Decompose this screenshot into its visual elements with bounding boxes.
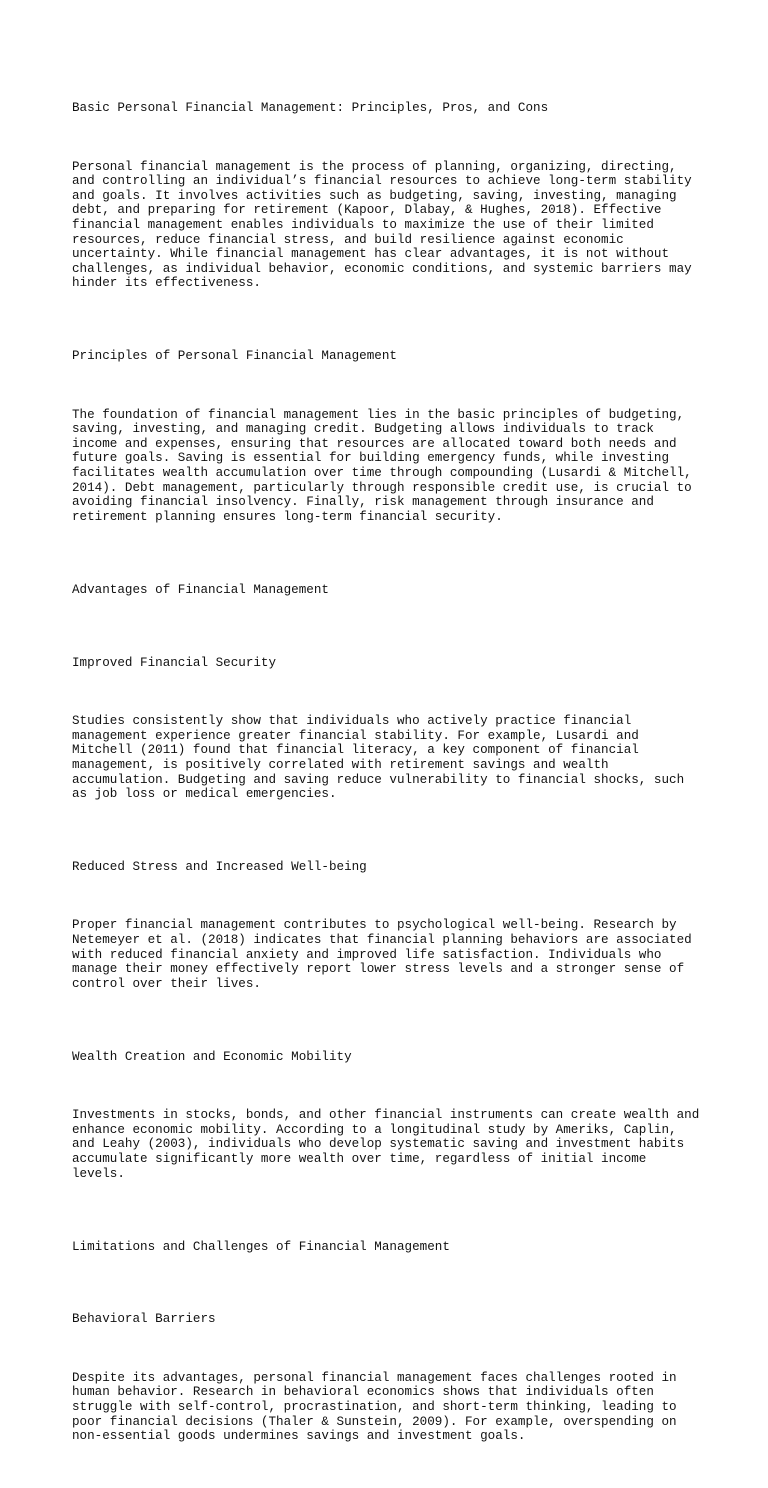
principles-paragraph: The foundation of financial management lies in the basic principles of budgeting, saving, investing, and managing credit. Budgeting allows individuals to track income and expenses, ensuring that resources are allocated toward both needs and future goals. Saving is essential for building emergency funds, while investing facilitates wealth accumulation over time through compounding (Lusardi & Mitchell, 2014). Debt management, particularly through responsible credit use, is crucial to avoiding financial insolvency. Finally, risk management through insurance and retirement planning ensures long-term financial security. [72,407,692,524]
security-paragraph: Studies consistently show that individuals who actively practice financial management experience greater financial stability. For example, Lusardi and Mitchell (2011) found that financial literacy, a key component of financial management, is positively correlated with retirement savings and wealth accumulation. Budgeting and saving reduce vulnerability to financial shocks, such as job loss or medical emergencies. [72,714,685,802]
document-title: Basic Personal Financial Management: Principles, Pros, and Cons [72,101,549,116]
stress-paragraph: Proper financial management contributes to psychological well-being. Research by Netemeyer et al. (2018) indicates that financial planning behaviors are associated with reduced financial anxiety and improved life satisfaction. Individuals who manage their money effectively report lower stress levels and a stronger sense of control over their lives. [72,918,692,991]
principles-heading: Principles of Personal Financial Management [72,349,397,364]
advantages-heading: Advantages of Financial Management [72,582,329,597]
wealth-heading: Wealth Creation and Economic Mobility [72,1049,352,1064]
wealth-paragraph: Investments in stocks, bonds, and other financial instruments can create wealth and enhance economic mobility. According to a longitudinal study by Ameriks, Caplin, and Leahy (2003), individuals who develop systematic saving and investment habits accumulate significantly more wealth over time, regardless of initial income levels. [72,1108,700,1181]
security-heading: Improved Financial Security [72,655,277,670]
limitations-heading: Limitations and Challenges of Financial Management [72,1239,450,1254]
document-body [72,72,712,1488]
intro-paragraph: Personal financial management is the process of planning, organizing, directing, and controlling an individual’s financial resources to achieve long-term stability and goals. It involves activities such as budgeting, saving, investing, managing debt, and preparing for retirement (Kapoor, Dlabay, & Hughes, 2018). Effective financial management enables individuals to maximize the use of their limited resources, reduce financial stress, and build resilience against economic uncertainty. While financial management has clear advantages, it is not without challenges, as individual behavior, economic conditions, and systemic barriers may hinder its effectiveness. [72,159,692,291]
behavioral-paragraph: Despite its advantages, personal financial management faces challenges rooted in human behavior. Research in behavioral economics shows that individuals often struggle with self-control, procrastination, and short-term thinking, leading to poor financial decisions (Thaler & Sunstein, 2009). For example, overspending on non-essential goods undermines savings and investment goals. [72,1370,677,1444]
behavioral-heading: Behavioral Barriers [72,1312,216,1327]
stress-heading: Reduced Stress and Increased Well-being [72,860,367,875]
